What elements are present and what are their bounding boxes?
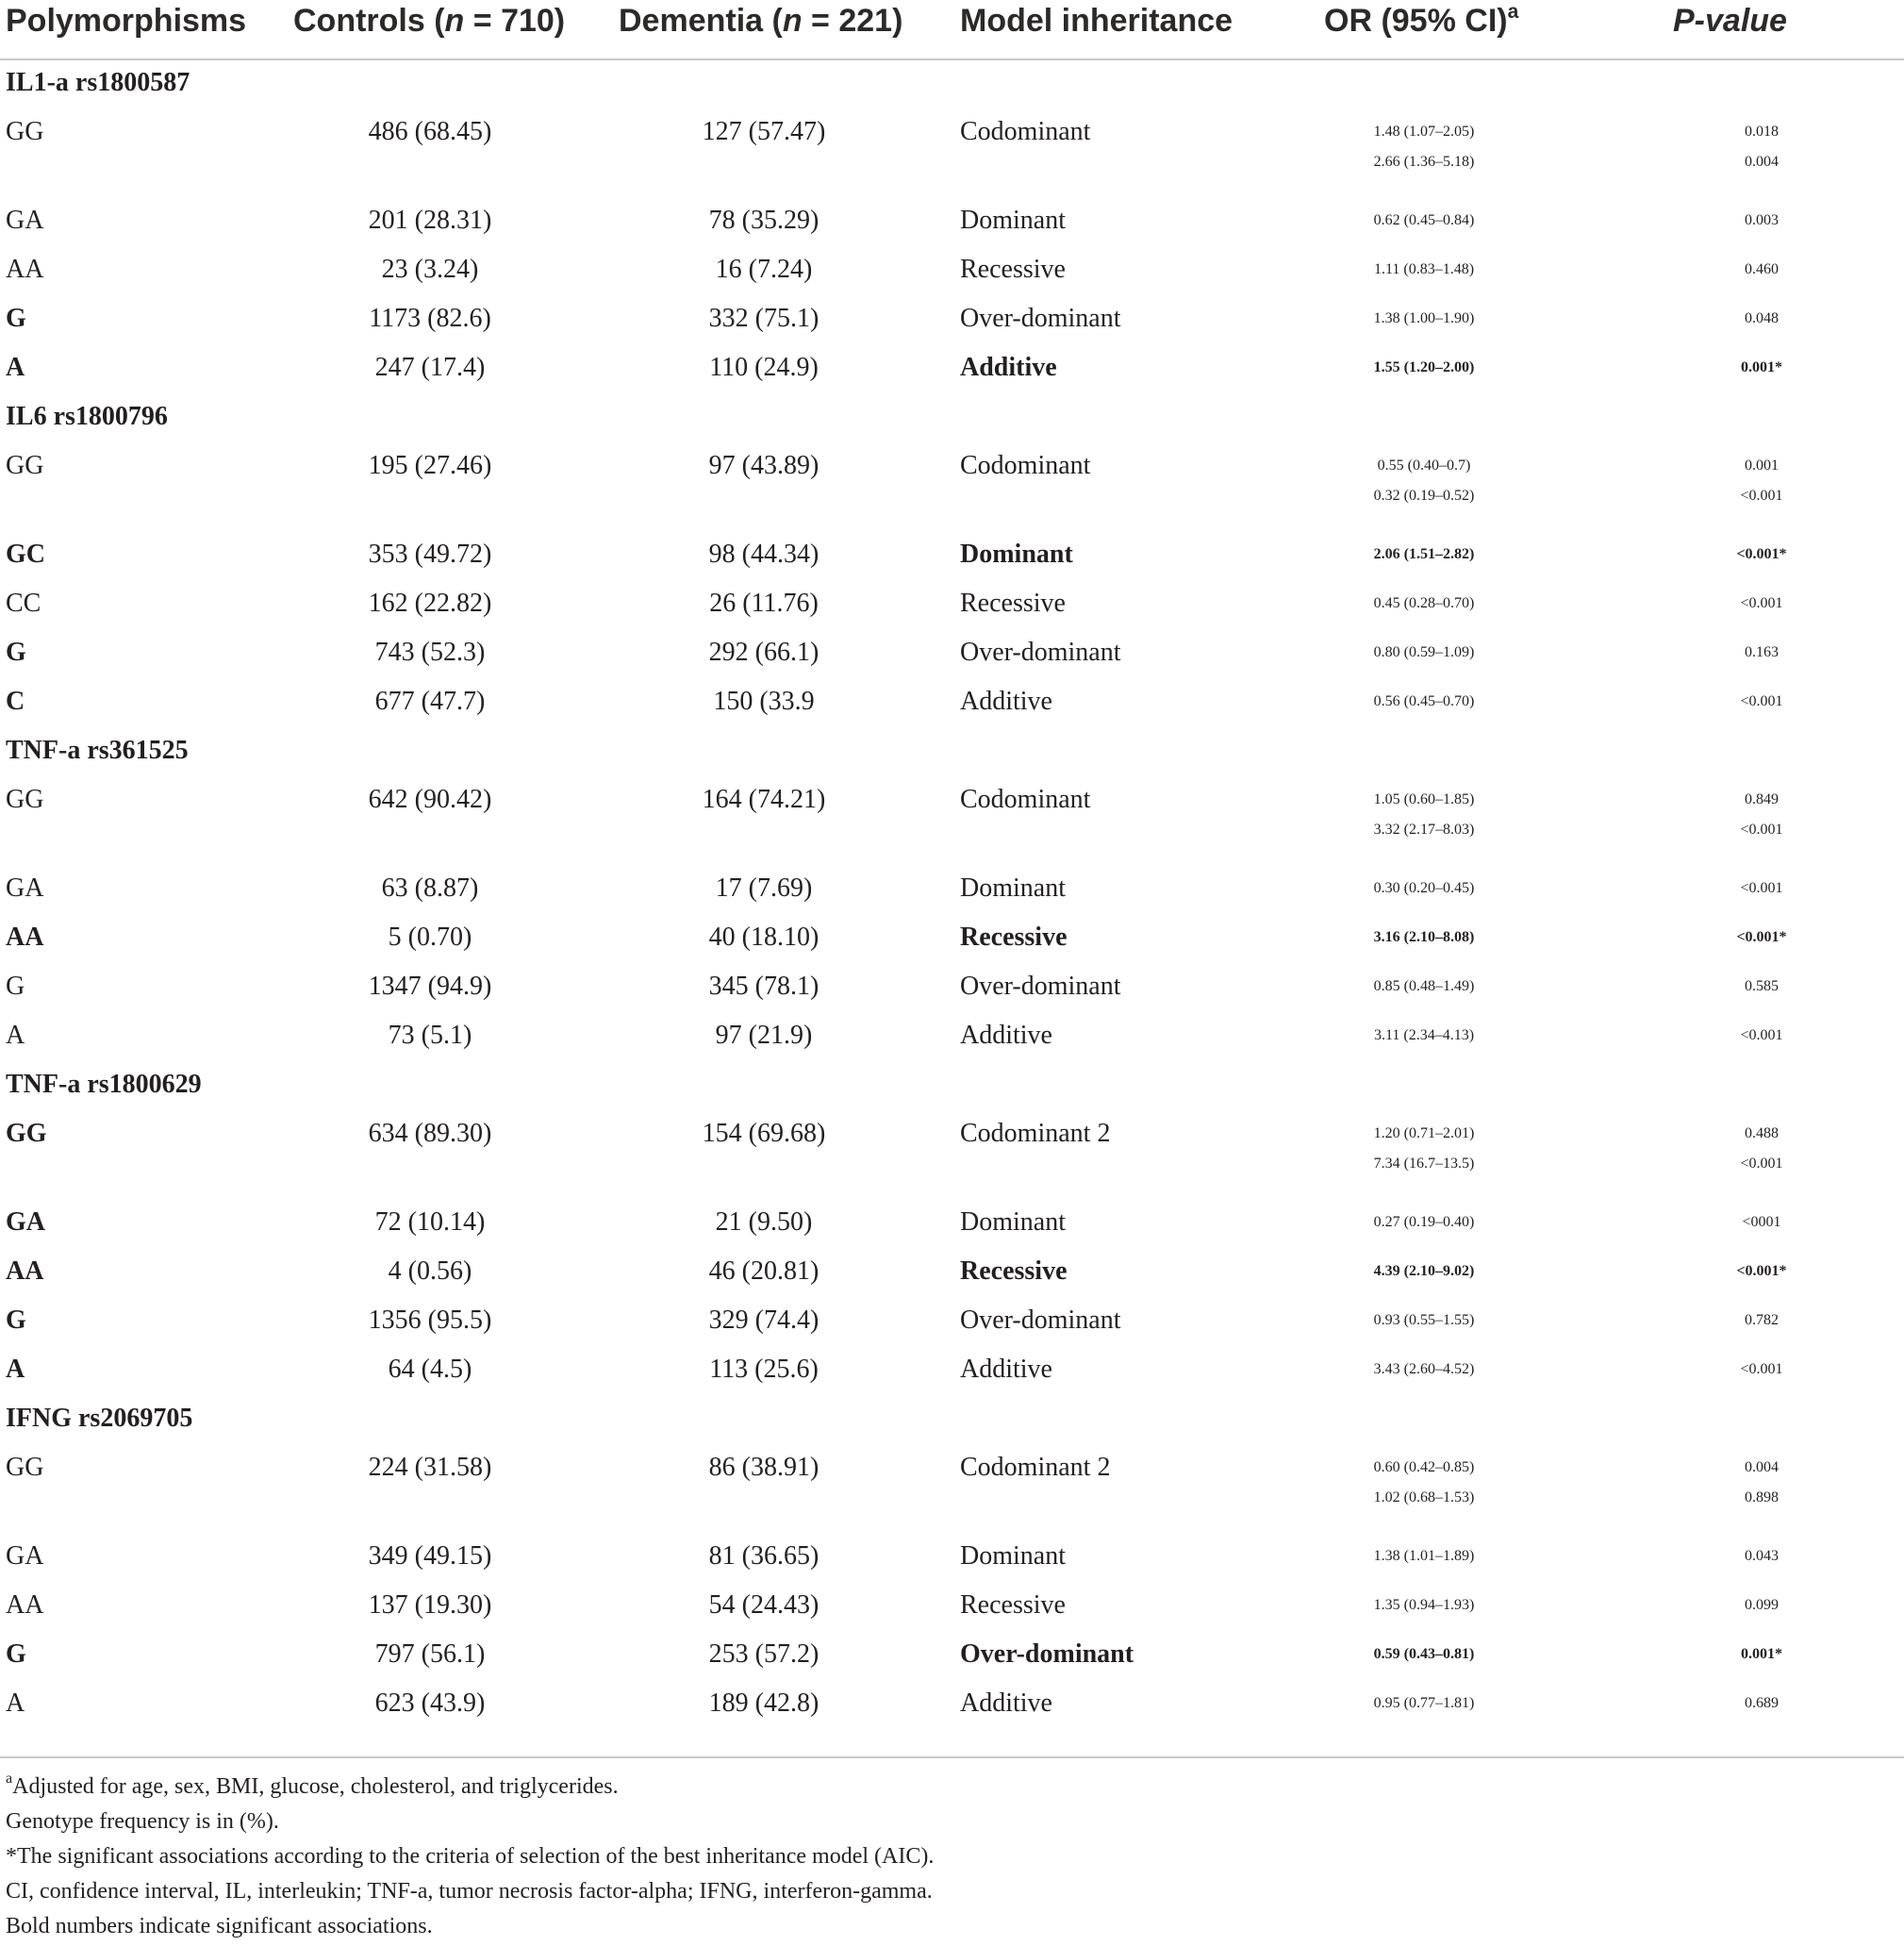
or-value: 0.62 (0.45–0.84)	[1373, 212, 1475, 228]
table-row	[0, 108, 1904, 196]
dementia-cell: 110 (24.9)	[709, 353, 819, 382]
pvalue-value: <0.001*	[1736, 1263, 1787, 1279]
pvalue-value: <0.001	[1740, 693, 1783, 709]
dementia-cell: 98 (44.34)	[708, 540, 820, 569]
controls-cell: 349 (49.15)	[368, 1541, 492, 1571]
controls-cell: 642 (90.42)	[368, 785, 492, 814]
table-row	[0, 196, 1904, 245]
header-controls-prefix: Controls (	[293, 3, 445, 39]
pvalue-value: 0.048	[1745, 310, 1779, 326]
model-cell: Codominant	[960, 451, 1091, 480]
model-cell: Recessive	[960, 589, 1066, 618]
table-row	[0, 530, 1904, 579]
controls-cell: 1347 (94.9)	[368, 972, 492, 1001]
group-name: IL1-a rs1800587	[6, 68, 190, 97]
footnote-adjusted-sup: a	[6, 1771, 13, 1787]
genotype-cell: G	[6, 304, 26, 333]
table-row	[0, 1630, 1904, 1679]
controls-cell: 797 (56.1)	[374, 1639, 486, 1669]
or-value: 2.66 (1.36–5.18)	[1373, 154, 1475, 170]
or-cell	[1283, 108, 1565, 196]
pvalue-value: 0.099	[1745, 1597, 1779, 1613]
controls-cell: 64 (4.5)	[388, 1355, 472, 1384]
header-or-label: OR (95% CI)	[1324, 3, 1508, 39]
or-value: 1.05 (0.60–1.85)	[1373, 791, 1475, 807]
genotype-cell: GG	[6, 451, 44, 480]
model-cell: Codominant 2	[960, 1119, 1111, 1148]
controls-cell: 623 (43.9)	[374, 1688, 486, 1718]
table-row	[0, 775, 1904, 864]
controls-cell: 634 (89.30)	[368, 1119, 492, 1148]
table-row	[0, 628, 1904, 677]
or-value: 1.02 (0.68–1.53)	[1373, 1489, 1475, 1505]
table-row	[0, 343, 1904, 392]
genotype-cell: GC	[6, 540, 45, 569]
header-dementia-suffix: = 221)	[802, 3, 903, 39]
genotype-cell: A	[6, 1021, 25, 1050]
table-row	[0, 1532, 1904, 1581]
footnote-significant: *The significant associations according to the criteria of selection of the best inheritance model (AIC).	[6, 1844, 935, 1869]
controls-cell: 137 (19.30)	[368, 1590, 492, 1620]
genotype-cell: C	[6, 687, 25, 716]
or-value: 0.27 (0.19–0.40)	[1373, 1214, 1475, 1230]
genotype-cell: AA	[6, 255, 44, 284]
dementia-cell: 97 (21.9)	[715, 1021, 813, 1050]
pvalue-value: <0.001	[1740, 1156, 1783, 1172]
pvalue-cell	[1620, 108, 1903, 196]
model-cell: Additive	[960, 353, 1057, 382]
or-value: 1.35 (0.94–1.93)	[1373, 1597, 1475, 1613]
header-or	[1324, 0, 1518, 42]
dementia-cell: 113 (25.6)	[709, 1355, 819, 1384]
dementia-cell: 345 (78.1)	[708, 972, 820, 1001]
table-header	[0, 0, 1904, 60]
table-row	[0, 1443, 1904, 1532]
or-value: 3.16 (2.10–8.08)	[1373, 929, 1475, 945]
pvalue-value: 0.004	[1745, 154, 1779, 170]
controls-cell: 743 (52.3)	[374, 638, 486, 667]
or-value: 1.11 (0.83–1.48)	[1373, 261, 1475, 277]
dementia-cell: 150 (33.9	[713, 687, 815, 716]
pvalue-value: <0.001	[1740, 595, 1783, 611]
dementia-cell: 86 (38.91)	[708, 1453, 820, 1482]
dementia-cell: 16 (7.24)	[715, 255, 813, 284]
model-cell: Additive	[960, 687, 1052, 716]
pvalue-value: 0.001	[1745, 457, 1779, 474]
pvalue-value: 0.043	[1745, 1548, 1779, 1564]
or-value: 1.55 (1.20–2.00)	[1373, 359, 1475, 375]
table-row	[0, 294, 1904, 343]
table-row	[0, 441, 1904, 530]
pvalue-cell	[1620, 441, 1903, 530]
or-value: 0.32 (0.19–0.52)	[1373, 488, 1475, 504]
controls-cell: 1356 (95.5)	[368, 1306, 492, 1335]
controls-cell: 72 (10.14)	[374, 1207, 486, 1237]
or-value: 4.39 (2.10–9.02)	[1373, 1263, 1475, 1279]
model-cell: Codominant	[960, 785, 1091, 814]
model-cell: Dominant	[960, 206, 1066, 235]
table-bottom-rule	[0, 1756, 1904, 1758]
model-cell: Dominant	[960, 540, 1073, 569]
pvalue-value: 0.163	[1745, 644, 1779, 660]
table-row	[0, 864, 1904, 913]
or-value: 3.43 (2.60–4.52)	[1373, 1361, 1475, 1377]
or-value: 0.60 (0.42–0.85)	[1373, 1459, 1475, 1475]
genotype-cell: G	[6, 1306, 26, 1335]
or-value: 3.11 (2.34–4.13)	[1373, 1027, 1475, 1043]
or-value: 0.30 (0.20–0.45)	[1373, 880, 1475, 896]
model-cell: Recessive	[960, 1590, 1066, 1620]
controls-cell: 201 (28.31)	[368, 206, 492, 235]
table-row	[0, 579, 1904, 628]
genotype-cell: A	[6, 1688, 25, 1718]
header-or-sup: a	[1507, 0, 1519, 23]
pvalue-value: <0001	[1742, 1214, 1781, 1230]
controls-cell: 4 (0.56)	[388, 1256, 472, 1286]
or-cell	[1283, 775, 1565, 864]
genotype-cell: GG	[6, 1453, 44, 1482]
genotype-cell: GA	[6, 873, 44, 903]
or-value: 1.38 (1.01–1.89)	[1373, 1548, 1475, 1564]
or-value: 0.45 (0.28–0.70)	[1373, 595, 1475, 611]
group-row	[0, 1060, 1904, 1109]
dementia-cell: 81 (36.65)	[708, 1541, 820, 1571]
pvalue-value: 0.004	[1745, 1459, 1779, 1475]
genotype-cell: A	[6, 1355, 25, 1384]
controls-cell: 162 (22.82)	[368, 589, 492, 618]
model-cell: Dominant	[960, 873, 1066, 903]
pvalue-cell	[1620, 1109, 1903, 1198]
dementia-cell: 292 (66.1)	[708, 638, 820, 667]
header-dementia-n: n	[782, 3, 803, 39]
header-controls-suffix: = 710)	[464, 3, 566, 39]
table-row	[0, 1296, 1904, 1345]
table-row	[0, 1198, 1904, 1247]
dementia-cell: 78 (35.29)	[708, 206, 820, 235]
model-cell: Recessive	[960, 255, 1066, 284]
or-value: 7.34 (16.7–13.5)	[1373, 1156, 1475, 1172]
or-value: 0.56 (0.45–0.70)	[1373, 693, 1475, 709]
controls-cell: 486 (68.45)	[368, 117, 492, 146]
pvalue-value: <0.001*	[1736, 546, 1787, 562]
footnote-adjusted-text: Adjusted for age, sex, BMI, glucose, cholesterol, and triglycerides.	[12, 1774, 619, 1799]
genotype-cell: G	[6, 972, 25, 1001]
pvalue-value: <0.001	[1740, 822, 1783, 838]
footnote-adjusted	[6, 1770, 1892, 1805]
dementia-cell: 164 (74.21)	[702, 785, 826, 814]
or-value: 0.85 (0.48–1.49)	[1373, 978, 1475, 994]
dementia-cell: 40 (18.10)	[708, 923, 820, 952]
dementia-cell: 329 (74.4)	[708, 1306, 820, 1335]
group-name: TNF-a rs361525	[6, 736, 189, 765]
dementia-cell: 54 (24.43)	[708, 1590, 820, 1620]
pvalue-cell	[1620, 1679, 1903, 1768]
table-row	[0, 1109, 1904, 1198]
group-name: TNF-a rs1800629	[6, 1070, 202, 1099]
pvalue-value: <0.001	[1740, 488, 1783, 504]
model-cell: Recessive	[960, 1256, 1068, 1286]
controls-cell: 677 (47.7)	[374, 687, 486, 716]
group-row	[0, 392, 1904, 441]
controls-cell: 73 (5.1)	[388, 1021, 472, 1050]
genotype-cell: GG	[6, 1119, 47, 1148]
genotype-cell: CC	[6, 589, 41, 618]
genotype-cell: AA	[6, 1256, 44, 1286]
model-cell: Over-dominant	[960, 638, 1121, 667]
controls-cell: 63 (8.87)	[381, 873, 479, 903]
pvalue-value: 0.460	[1745, 261, 1779, 277]
dementia-cell: 46 (20.81)	[708, 1256, 820, 1286]
pvalue-value: 0.849	[1745, 791, 1779, 807]
model-cell: Over-dominant	[960, 1639, 1134, 1669]
genotype-cell: GG	[6, 117, 44, 146]
genotype-cell: AA	[6, 923, 44, 952]
table-row	[0, 1581, 1904, 1630]
pvalue-value: 0.689	[1745, 1695, 1779, 1711]
pvalue-value: <0.001	[1740, 1027, 1783, 1043]
model-cell: Over-dominant	[960, 972, 1121, 1001]
dementia-cell: 127 (57.47)	[702, 117, 826, 146]
controls-cell: 23 (3.24)	[381, 255, 479, 284]
genotype-cell: GA	[6, 1207, 45, 1237]
or-value: 0.95 (0.77–1.81)	[1373, 1695, 1475, 1711]
footnote-genotype: Genotype frequency is in (%).	[6, 1809, 279, 1834]
model-cell: Codominant 2	[960, 1453, 1111, 1482]
pvalue-value: 0.488	[1745, 1125, 1779, 1141]
pvalue-value: <0.001	[1740, 880, 1783, 896]
or-cell	[1283, 441, 1565, 530]
genotype-cell: GA	[6, 1541, 44, 1571]
genotype-cell: AA	[6, 1590, 44, 1620]
controls-cell: 5 (0.70)	[388, 923, 472, 952]
pvalue-cell	[1620, 775, 1903, 864]
or-value: 3.32 (2.17–8.03)	[1373, 822, 1475, 838]
table-row	[0, 245, 1904, 294]
pvalue-value: 0.898	[1745, 1489, 1779, 1505]
genotype-cell: GA	[6, 206, 44, 235]
table-row	[0, 1345, 1904, 1394]
table-footnotes	[6, 1770, 1892, 1944]
or-value: 1.38 (1.00–1.90)	[1373, 310, 1475, 326]
controls-cell: 195 (27.46)	[368, 451, 492, 480]
header-polymorphisms: Polymorphisms	[6, 3, 247, 39]
model-cell: Dominant	[960, 1207, 1066, 1237]
pvalue-value: 0.018	[1745, 124, 1779, 140]
pvalue-value: 0.585	[1745, 978, 1779, 994]
genotype-cell: G	[6, 1639, 26, 1669]
model-cell: Over-dominant	[960, 1306, 1121, 1335]
header-pvalue	[1673, 0, 1787, 42]
pvalue-value: <0.001	[1740, 1361, 1783, 1377]
group-name: IFNG rs2069705	[6, 1404, 193, 1433]
dementia-cell: 154 (69.68)	[702, 1119, 826, 1148]
model-cell: Additive	[960, 1021, 1052, 1050]
dementia-cell: 332 (75.1)	[708, 304, 820, 333]
model-cell: Codominant	[960, 117, 1091, 146]
group-row	[0, 58, 1904, 108]
controls-cell: 224 (31.58)	[368, 1453, 492, 1482]
genotype-cell: GG	[6, 785, 44, 814]
table-body	[0, 58, 1904, 1728]
or-cell	[1283, 1443, 1565, 1532]
dementia-cell: 253 (57.2)	[708, 1639, 820, 1669]
header-dementia-prefix: Dementia (	[619, 3, 783, 39]
dementia-cell: 97 (43.89)	[708, 451, 820, 480]
header-model: Model inheritance	[960, 3, 1233, 39]
header-controls	[293, 0, 565, 42]
dementia-cell: 21 (9.50)	[715, 1207, 813, 1237]
controls-cell: 247 (17.4)	[374, 353, 486, 382]
or-value: 0.55 (0.40–0.7)	[1377, 457, 1471, 474]
pvalue-value: 0.001*	[1741, 359, 1782, 375]
model-cell: Additive	[960, 1355, 1052, 1384]
model-cell: Recessive	[960, 923, 1068, 952]
pvalue-value: 0.003	[1745, 212, 1779, 228]
or-value: 0.80 (0.59–1.09)	[1373, 644, 1475, 660]
pvalue-value: <0.001*	[1736, 929, 1787, 945]
table-row	[0, 913, 1904, 962]
controls-cell: 353 (49.72)	[368, 540, 492, 569]
or-value: 0.59 (0.43–0.81)	[1373, 1646, 1475, 1662]
genotype-cell: G	[6, 638, 26, 667]
or-cell	[1283, 1679, 1565, 1768]
or-value: 2.06 (1.51–2.82)	[1373, 546, 1475, 562]
model-cell: Over-dominant	[960, 304, 1121, 333]
table-row	[0, 1679, 1904, 1728]
dementia-cell: 189 (42.8)	[708, 1688, 820, 1718]
pvalue-cell	[1620, 1443, 1903, 1532]
header-dementia	[619, 0, 902, 42]
or-value: 1.20 (0.71–2.01)	[1373, 1125, 1475, 1141]
controls-cell: 1173 (82.6)	[369, 304, 491, 333]
or-cell	[1283, 1109, 1565, 1198]
genotype-cell: A	[6, 353, 25, 382]
header-pvalue-label: P-value	[1673, 3, 1787, 39]
pvalue-value: 0.001*	[1741, 1646, 1782, 1662]
table-row	[0, 677, 1904, 726]
dementia-cell: 26 (11.76)	[709, 589, 819, 618]
dementia-cell: 17 (7.69)	[715, 873, 813, 903]
or-value: 1.48 (1.07–2.05)	[1373, 124, 1475, 140]
model-cell: Dominant	[960, 1541, 1066, 1571]
model-cell: Additive	[960, 1688, 1052, 1718]
or-value: 0.93 (0.55–1.55)	[1373, 1312, 1475, 1328]
footnote-abbreviations: CI, confidence interval, IL, interleukin; TNF-a, tumor necrosis factor-alpha; IFNG, interferon-gamma.	[6, 1879, 933, 1904]
header-controls-n: n	[444, 3, 465, 39]
table-row	[0, 1011, 1904, 1060]
table-row	[0, 962, 1904, 1011]
table-row	[0, 1247, 1904, 1296]
pvalue-value: 0.782	[1745, 1312, 1779, 1328]
group-row	[0, 726, 1904, 775]
group-name: IL6 rs1800796	[6, 402, 168, 431]
footnote-bold: Bold numbers indicate significant associations.	[6, 1914, 433, 1938]
group-row	[0, 1394, 1904, 1443]
